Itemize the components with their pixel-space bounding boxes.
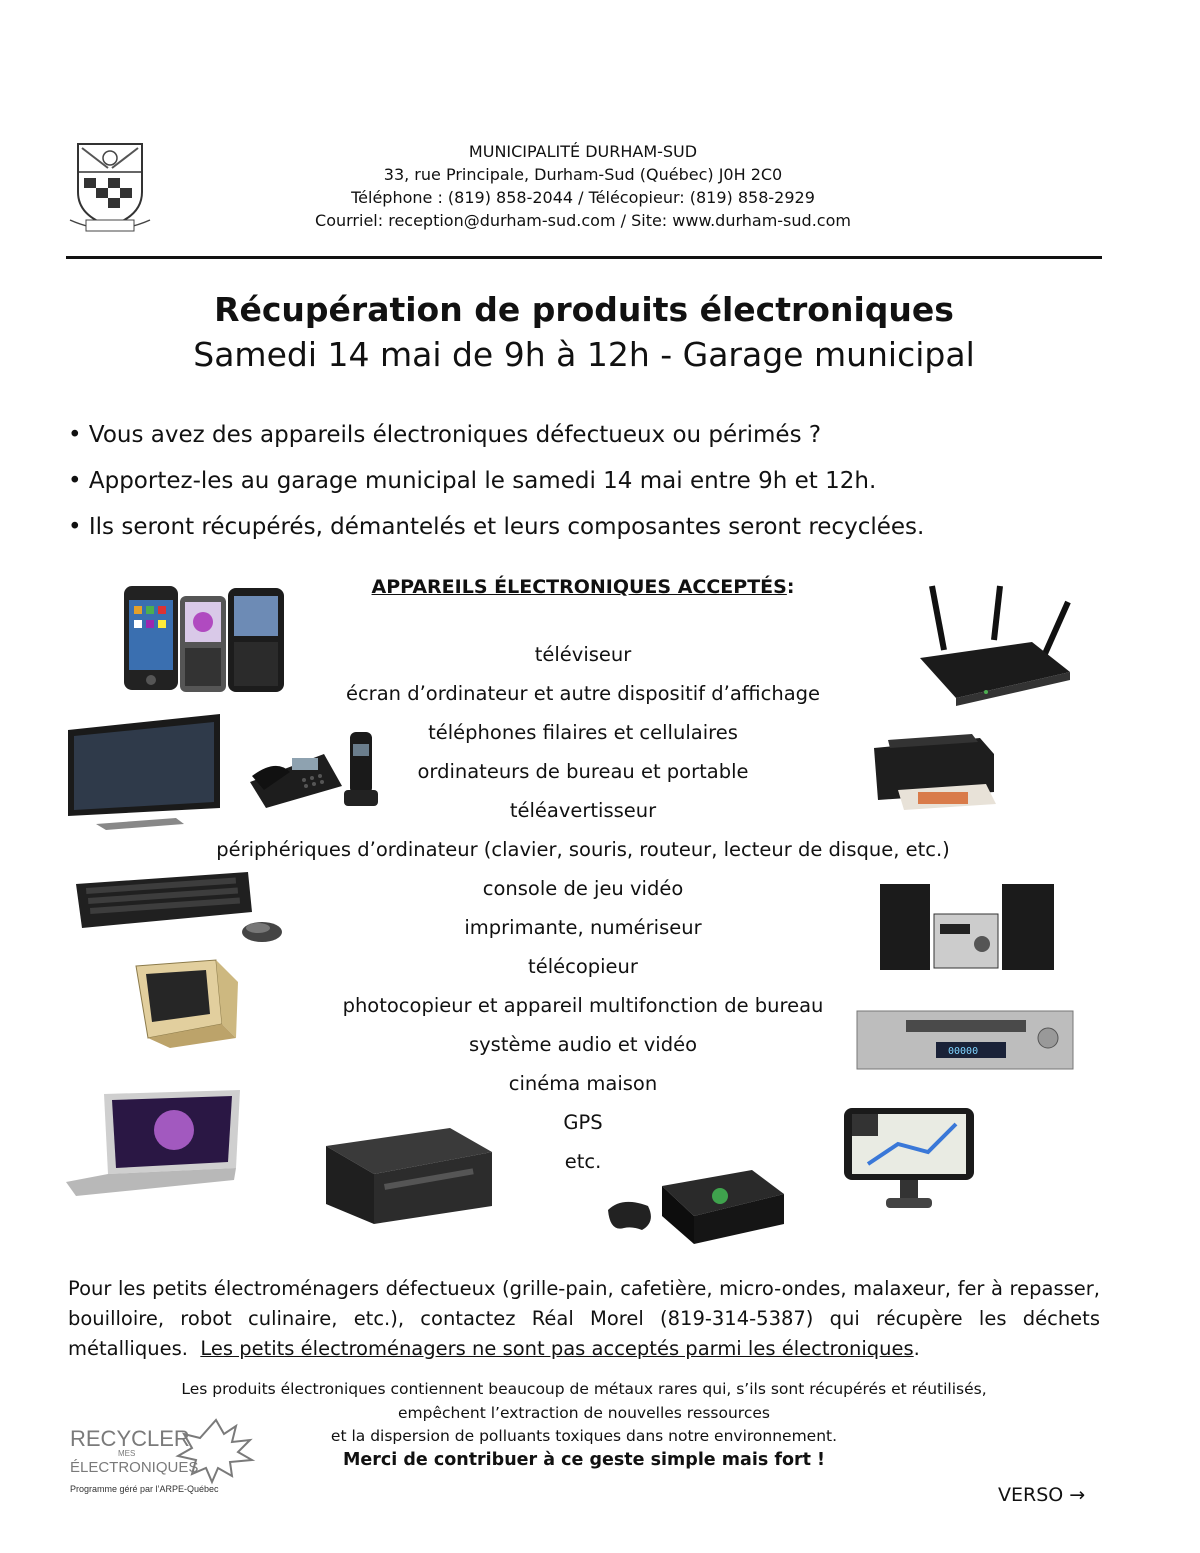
accepted-item: télécopieur: [528, 955, 638, 978]
verso-indicator: VERSO →: [998, 1484, 1086, 1506]
footer-thanks: Merci de contribuer à ce geste simple mais fort !: [342, 1449, 826, 1470]
accepted-item: téléviseur: [534, 643, 632, 666]
cell-phones-image: [122, 582, 286, 696]
desk-phone-image: [246, 730, 380, 810]
small-appliances-warning: Les petits électroménagers ne sont pas acceptés parmi les électroniques: [200, 1337, 914, 1360]
intro-bullets: [68, 412, 1168, 550]
municipality-phone-fax: Téléphone : (819) 858-2044 / Télécopieur: (819) 858-2929: [351, 188, 815, 207]
keyboard-mouse-image: [72, 868, 284, 944]
gps-device-image: [838, 1104, 980, 1212]
footer-line: et la dispersion de polluants toxiques dans notre environnement.: [330, 1427, 838, 1445]
municipal-crest-logo: [68, 138, 152, 234]
accepted-item: système audio et vidéo: [468, 1033, 698, 1056]
bullet-item: • Ils seront récupérés, démantelés et leurs composantes seront recyclées.: [68, 514, 925, 540]
bullet-item: • Apportez-les au garage municipal le samedi 14 mai entre 9h et 12h.: [68, 468, 877, 494]
svg-text:MES: MES: [118, 1449, 136, 1458]
municipality-name: MUNICIPALITÉ DURHAM-SUD: [468, 142, 698, 161]
television-image: [66, 712, 224, 830]
accepted-item: écran d’ordinateur et autre dispositif d’affichage: [345, 682, 821, 705]
accepted-heading-colon: :: [786, 576, 795, 598]
svg-text:ÉLECTRONIQUES: ÉLECTRONIQUES: [70, 1459, 199, 1476]
game-console-image: [602, 1166, 786, 1246]
bullet-item: • Vous avez des appareils électroniques défectueux ou périmés ?: [68, 422, 822, 448]
accepted-item: photocopieur et appareil multifonction de bureau: [342, 994, 824, 1017]
municipality-email-site: Courriel: reception@durham-sud.com / Site: www.durham-sud.com: [315, 211, 851, 230]
accepted-item: etc.: [564, 1150, 602, 1173]
accepted-item: téléphones filaires et cellulaires: [428, 721, 738, 744]
municipality-header: [240, 140, 926, 232]
small-appliances-text: Pour les petits électroménagers défectueux (grille-pain, cafetière, micro-ondes, malaxeur, fer à repasser, bouilloire, robot culinaire, etc.), contactez Réal Morel (819-314-5387) qui récupère les déchets métalliques.: [68, 1277, 1100, 1360]
router-image: [914, 580, 1074, 708]
accepted-devices-list: [190, 635, 979, 1181]
svg-text:Programme géré par l’ARPE-Québ: Programme géré par l’ARPE-Québec: [70, 1484, 219, 1494]
accepted-heading-text: APPAREILS ÉLECTRONIQUES ACCEPTÉS: [371, 576, 787, 598]
footer-message: [140, 1378, 1028, 1472]
footer-line: Les produits électroniques contiennent beaucoup de métaux rares qui, s’ils sont récupérés et réutilisés,: [181, 1380, 987, 1398]
accepted-item: GPS: [563, 1111, 603, 1134]
page-title: Récupération de produits électroniques: [214, 290, 954, 329]
desktop-computer-image: [324, 1126, 494, 1226]
accepted-item: téléavertisseur: [509, 799, 657, 822]
laptop-image: [64, 1090, 244, 1198]
header-divider: [66, 256, 1102, 259]
vcr-image: [856, 1010, 1074, 1070]
accepted-item: périphériques d’ordinateur (clavier, souris, routeur, lecteur de disque, etc.): [216, 838, 950, 861]
svg-text:00000: 00000: [948, 1046, 979, 1057]
crt-monitor-image: [130, 958, 240, 1050]
printer-image: [868, 734, 1000, 810]
footer-line: empêchent l’extraction de nouvelles ressources: [398, 1403, 770, 1422]
accepted-item: cinéma maison: [508, 1072, 658, 1095]
stereo-system-image: [878, 880, 1056, 972]
small-appliances-end: .: [913, 1337, 920, 1360]
accepted-item: console de jeu vidéo: [482, 877, 684, 900]
small-appliances-notice: [68, 1274, 1100, 1364]
accepted-item: ordinateurs de bureau et portable: [417, 760, 749, 783]
event-date-location: Samedi 14 mai de 9h à 12h - Garage municipal: [193, 335, 975, 374]
accepted-item: imprimante, numériseur: [464, 916, 702, 939]
recycler-mes-electroniques-logo: [66, 1412, 266, 1496]
municipality-address: 33, rue Principale, Durham-Sud (Québec) J0H 2C0: [383, 165, 783, 184]
svg-text:RECYCLER: RECYCLER: [70, 1426, 190, 1451]
